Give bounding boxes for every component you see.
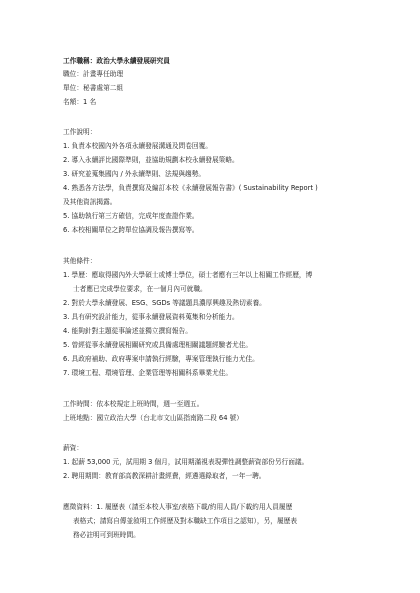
salary-item: 2. 聘用期間：教育部高教深耕計畫經費，經遴選錄取者，一年一聘。 [63, 472, 266, 480]
salary-item: 1. 起薪 53,000 元，試用期 3 個月，試用期滿視表現彈性調整薪資部份另行面議。 [63, 458, 309, 466]
application-materials-continued: 務必註明可到班時間。 [73, 531, 140, 539]
duty-item-continued: 及其他資訊揭露。 [63, 198, 117, 206]
requirement-item: 1. 學歷：應取得國內外大學碩士或博士學位，碩士者應有三年以上相關工作經歷，博 [63, 271, 313, 279]
duties-heading: 工作說明： [63, 128, 97, 136]
work-hours: 工作時間：依本校規定上班時間，週一至週五。 [63, 400, 204, 408]
application-materials-continued: 表格式；請寫自傳並敘明工作經歷及對本職缺工作項目之認知），另，履歷表 [73, 517, 298, 525]
requirement-item: 4. 能夠針對主題從事論述並獨立撰寫報告。 [63, 327, 192, 335]
duty-item: 4. 熟悉各方法學，負責撰寫及編訂本校《永續發展報告書》( Sustainability Report ) [63, 184, 318, 192]
requirement-item: 7. 環境工程、環境管理、企業管理等相關科系畢業尤佳。 [63, 369, 233, 377]
job-unit: 單位：秘書處第二組 [63, 84, 124, 92]
duty-item: 5. 協助執行第三方確信，完成年度查證作業。 [63, 212, 199, 220]
job-quota: 名額：1 名 [63, 98, 97, 106]
requirement-item: 5. 曾經從事永續發展相關研究或具備處理相關議題經驗者尤佳。 [63, 341, 253, 349]
requirements-heading: 其他條件： [63, 257, 97, 265]
requirement-item: 6. 具政府補助、政府專案申請執行經驗，專案管理執行能力尤佳。 [63, 355, 259, 363]
requirement-item: 2. 對於大學永續發展、ESG、SGDs 等議題具濃厚興趣及熱切素養。 [63, 299, 266, 307]
salary-heading: 薪資： [63, 444, 84, 452]
duty-item: 3. 研究並蒐集國內 / 外永續準則、法規與趨勢。 [63, 170, 206, 178]
duty-item: 6. 本校相關單位之跨單位協調及報告撰寫等。 [63, 226, 199, 234]
application-materials: 應徵資料：1. 履歷表（請至本校人事室/表格下載/約用人員/下載約用人員履歷 [63, 503, 293, 511]
requirement-item-continued: 士者應已完成學位要求，在一個月內可就職。 [73, 285, 207, 293]
duty-item: 2. 導入永續評比國際準則，並協助規劃本校永續發展策略。 [63, 156, 239, 164]
work-location: 上班地點：國立政治大學（台北市文山區指南路二段 64 號） [63, 414, 243, 422]
duty-item: 1. 負責本校國內外各項永續發展溝通及問卷回覆。 [63, 142, 212, 150]
job-rank: 職位：計畫專任助理 [63, 70, 124, 78]
requirement-item: 3. 具有研究設計能力，從事永續發展資料蒐集和分析能力。 [63, 313, 239, 321]
job-title: 工作職稱：政治大學永續發展研究員 [63, 57, 170, 65]
